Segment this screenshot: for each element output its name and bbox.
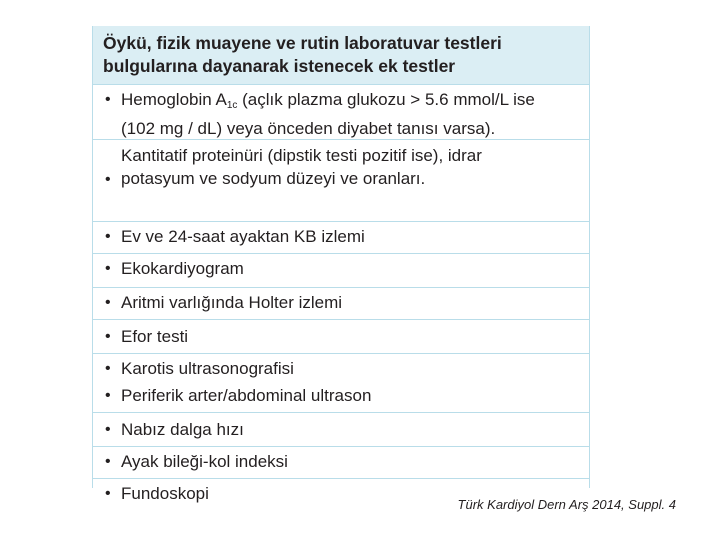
bullet-icon: •: [105, 485, 111, 502]
item-text: Ayak bileği-kol indeksi: [121, 452, 288, 471]
list-item: [105, 450, 589, 473]
table-row: [93, 353, 589, 412]
bullet-icon: •: [105, 294, 111, 311]
bullet-icon: •: [105, 421, 111, 438]
item-text: Fundoskopi: [121, 484, 209, 503]
item-text: Karotis ultrasonografisi: [121, 359, 294, 378]
bullet-icon: •: [105, 360, 111, 377]
table-row: [93, 221, 589, 253]
header-title-line1: Öykü, fizik muayene ve rutin laboratuvar testleri: [103, 33, 502, 53]
list-item: [105, 325, 589, 348]
bullet-icon: •: [105, 228, 111, 245]
bullet-icon: •: [105, 260, 111, 277]
item-text: Ekokardiyogram: [121, 259, 244, 278]
bullet-icon: •: [105, 453, 111, 470]
list-item: [105, 257, 589, 280]
list-item: [105, 418, 589, 441]
item-text: Aritmi varlığında Holter izlemi: [121, 293, 343, 312]
table-row: [93, 139, 589, 221]
table-row: [93, 287, 589, 319]
table-row: [93, 253, 589, 287]
recommended-tests-table: [92, 26, 590, 503]
item-text-line2: potasyum ve sodyum düzeyi ve oranları.: [121, 169, 426, 188]
table-row: [93, 319, 589, 353]
list-item: [105, 382, 589, 409]
bullet-icon: •: [105, 171, 111, 188]
list-item: [105, 225, 589, 248]
bullet-icon: •: [105, 328, 111, 345]
bullet-icon: •: [105, 387, 111, 404]
list-item: [105, 88, 589, 140]
item-text-line2: (102 mg / dL) veya önceden diyabet tanısı varsa).: [121, 119, 496, 138]
list-item: [105, 146, 589, 191]
source-citation: Türk Kardiyol Dern Arş 2014, Suppl. 4: [457, 497, 676, 512]
item-text: Efor testi: [121, 327, 189, 346]
table-row: [93, 446, 589, 478]
item-text-line1: Kantitatif proteinüri (dipstik testi pozitif ise), idrar: [121, 146, 482, 165]
header-title-line2: bulgularına dayanarak istenecek ek testler: [103, 56, 456, 76]
item-text: Ev ve 24-saat ayaktan KB izlemi: [121, 227, 365, 246]
table-row: [93, 412, 589, 446]
list-item: [105, 355, 589, 382]
item-text: Periferik arter/abdominal ultrason: [121, 386, 372, 405]
item-text: Nabız dalga hızı: [121, 420, 244, 439]
table-row: [93, 84, 589, 139]
list-item: [105, 291, 589, 314]
table-header: [93, 26, 589, 84]
item-text-line1: Hemoglobin $A_{1c}$ (açlık plazma glukozu > 5.6 mmol/L ise: [121, 90, 535, 111]
bullet-icon: •: [105, 91, 111, 108]
